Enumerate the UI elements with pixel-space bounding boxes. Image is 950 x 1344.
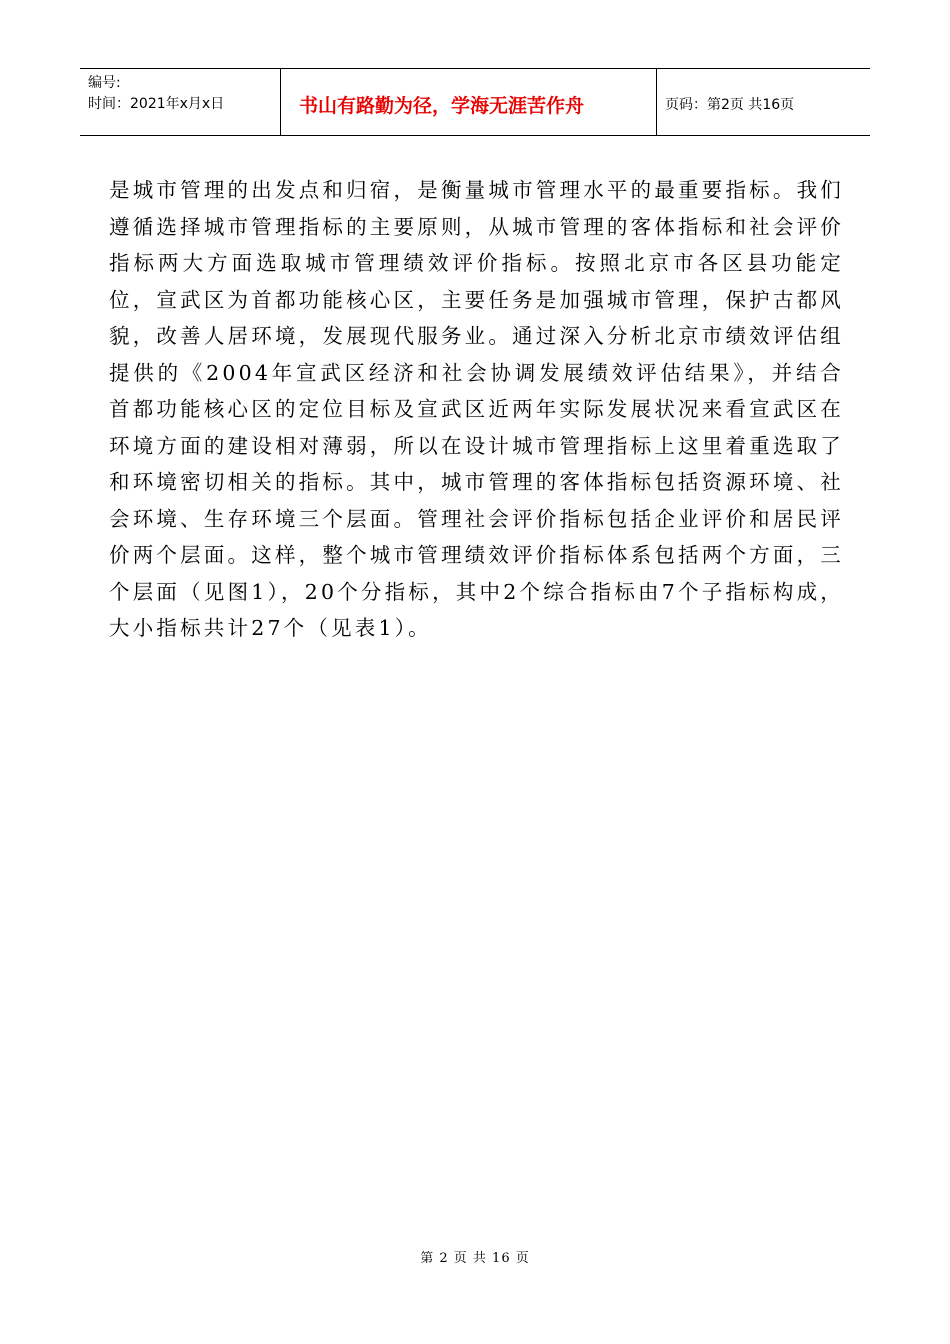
header-page-cell	[657, 69, 870, 135]
document-number-label: 编号:	[88, 75, 121, 91]
document-time-label: 时间：2021年x月x日	[88, 96, 225, 112]
header-meta-cell	[80, 69, 281, 135]
header-page-info: 页码：第2页 共16页	[665, 97, 795, 113]
header-motto: 书山有路勤为径，学海无涯苦作舟	[299, 94, 585, 117]
header-motto-cell	[281, 69, 657, 135]
page-footer: 第 2 页 共 16 页	[420, 1251, 530, 1266]
page-header	[80, 68, 870, 136]
body-paragraph: 是城市管理的出发点和归宿，是衡量城市管理水平的最重要指标。我们遵循选择城市管理指标的主要原则，从城市管理的客体指标和社会评价指标两大方面选取城市管理绩效评价指标。按照北京市各区县功能定位，宣武区为首都功能核心区，主要任务是加强城市管理，保护古都风貌，改善人居环境，发展现代服务业。通过深入分析北京市绩效评估组提供的《2004年宣武区经济和社会协调发展绩效评估结果》，并结合首都功能核心区的定位目标及宣武区近两年实际发展状况来看宣武区在环境方面的建设相对薄弱，所以在设计城市管理指标上这里着重选取了和环境密切相关的指标。其中，城市管理的客体指标包括资源环境、社会环境、生存环境三个层面。管理社会评价指标包括企业评价和居民评价两个层面。这样，整个城市管理绩效评价指标体系包括两个方面，三个层面（见图1），20个分指标，其中2个综合指标由7个子指标构成，大小指标共计27个（见表1）。	[109, 178, 844, 640]
